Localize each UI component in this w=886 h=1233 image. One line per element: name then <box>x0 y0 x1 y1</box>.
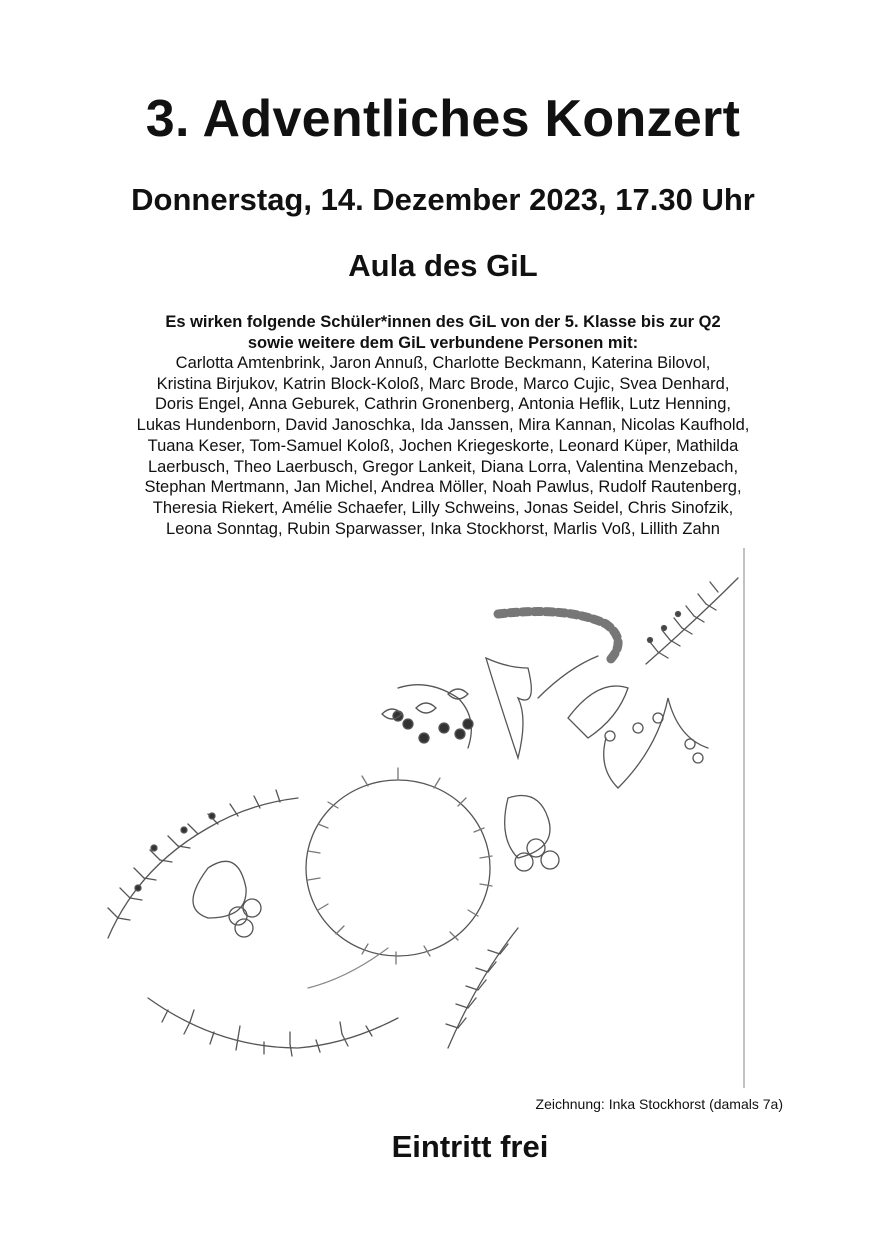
names-line: Tuana Keser, Tom-Samuel Koloß, Jochen Kriegeskorte, Leonard Küper, Mathilda <box>147 436 739 455</box>
names-line: Laerbusch, Theo Laerbusch, Gregor Lankeit, Diana Lorra, Valentina Menzebach, <box>147 457 739 476</box>
names-line: Doris Engel, Anna Geburek, Cathrin Gronenberg, Antonia Heflik, Lutz Henning, <box>154 395 731 414</box>
event-venue: Aula des GiL <box>348 248 538 283</box>
names-line: Stephan Mertmann, Jan Michel, Andrea Möller, Noah Pawlus, Rudolf Rautenberg, <box>144 478 742 497</box>
poster-title: 3. Adventliches Konzert <box>145 90 741 148</box>
names-line: Lukas Hundenborn, David Janoschka, Ida Janssen, Mira Kannan, Nicolas Kaufhold, <box>136 416 750 435</box>
drawing-caption: Zeichnung: Inka Stockhorst (damals 7a) <box>535 1096 783 1112</box>
names-line: Carlotta Amtenbrink, Jaron Annuß, Charlotte Beckmann, Katerina Bilovol, <box>175 354 711 372</box>
names-line: Kristina Birjukov, Katrin Block-Koloß, Marc Brode, Marco Cujic, Svea Denhard, <box>156 374 730 393</box>
event-date-time: Donnerstag, 14. Dezember 2023, 17.30 Uhr <box>131 182 755 217</box>
names-line: Theresia Riekert, Amélie Schaefer, Lilly Schweins, Jonas Seidel, Chris Sinofzik, <box>152 498 734 517</box>
names-line: Leona Sonntag, Rubin Sparwasser, Inka Stockhorst, Marlis Voß, Lillith Zahn <box>166 519 720 538</box>
intro-line-1: Es wirken folgende Schüler*innen des GiL von der 5. Klasse bis zur Q2 <box>165 313 721 331</box>
admission-note: Eintritt frei <box>391 1129 549 1164</box>
intro-line-2: sowie weitere dem GiL verbundene Personen mit: <box>247 333 639 352</box>
